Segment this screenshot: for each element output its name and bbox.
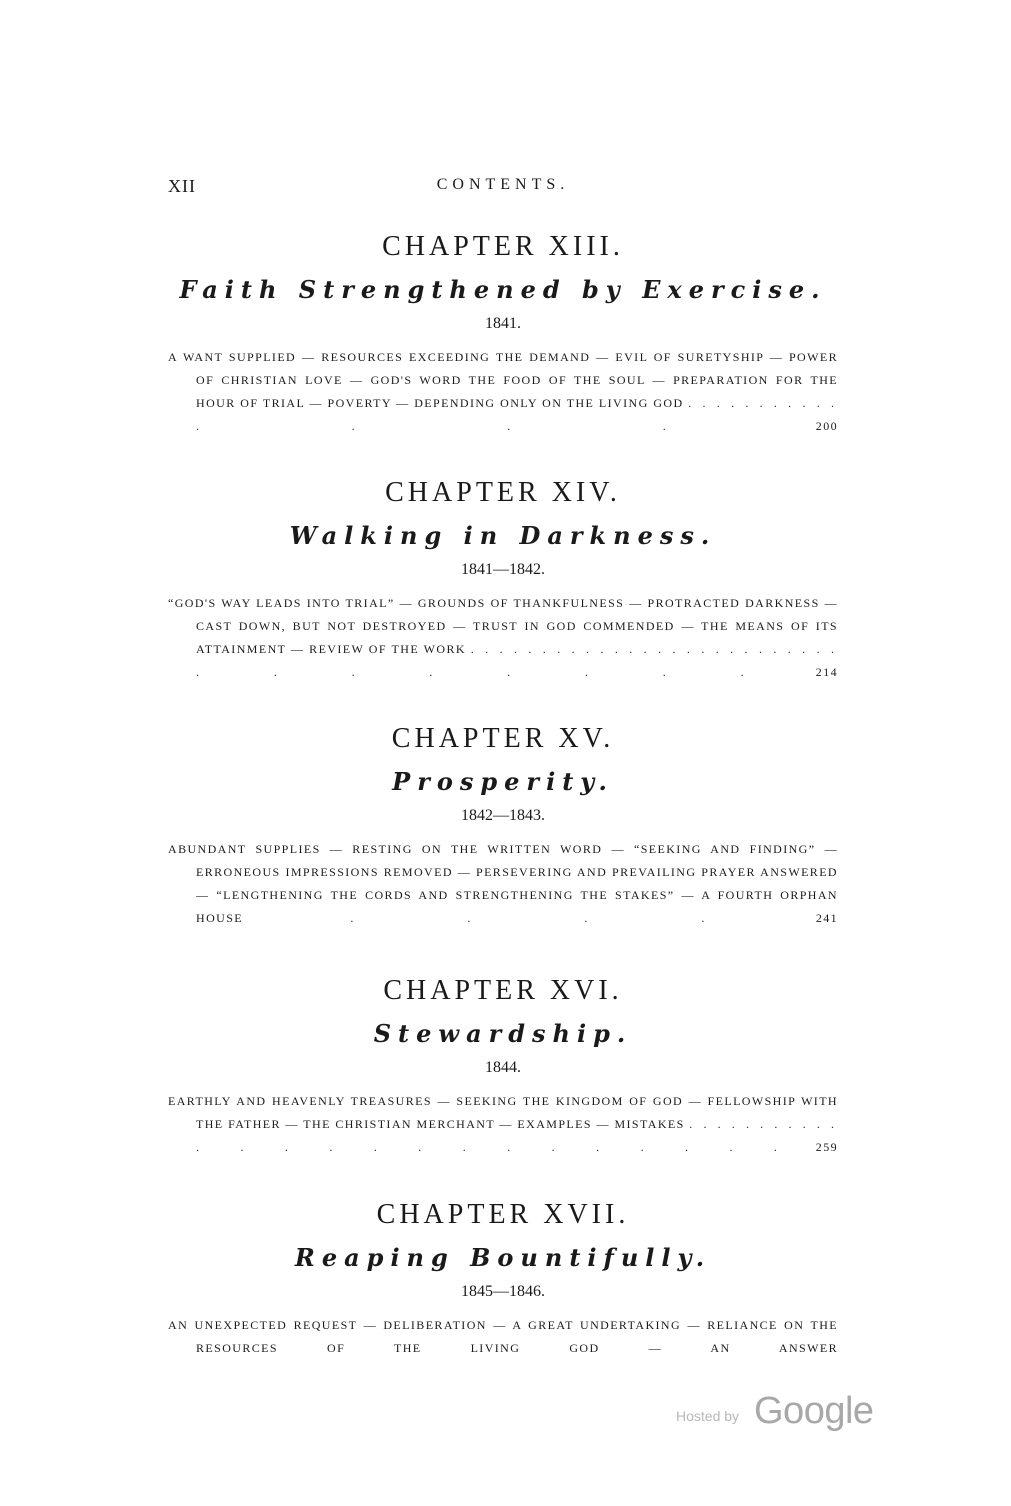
chapter-years: 1841. — [485, 315, 521, 332]
chapter-xv-entry — [168, 722, 838, 930]
hosted-by-text: Hosted by — [676, 1408, 740, 1424]
chapter-subtitle: Prosperity. — [392, 767, 614, 796]
leader-dots: . . . . — [350, 911, 709, 925]
summary-text: ABUNDANT SUPPLIES — RESTING ON THE WRITTEN WORD — “SEEKING AND FINDING” — ERRONEOUS IMPRESSIONS REMOVED — PERSEVERING AND PREVAILING PRAYER ANSWERED — “LENGTHENING THE CORDS AND STRENGTHENING THE STAKES” — A FOURTH ORPHAN HOUSE — [168, 842, 838, 925]
chapter-subtitle: Walking in Darkness. — [289, 521, 717, 550]
chapter-title: CHAPTER XIV. — [385, 477, 621, 508]
summary-text: EARTHLY AND HEAVENLY TREASURES — SEEKING THE KINGDOM OF GOD — FELLOWSHIP WITH THE FATHER — THE CHRISTIAN MERCHANT — EXAMPLES — MISTAKES — [168, 1094, 838, 1131]
chapter-xiii-entry — [168, 230, 838, 438]
chapter-title: CHAPTER XVII. — [376, 1199, 630, 1230]
chapter-title: CHAPTER XIII. — [382, 231, 624, 262]
page-reference: 259 — [815, 1140, 838, 1154]
chapter-years: 1841—1842. — [461, 561, 545, 578]
chapter-subtitle: Faith Strengthened by Exercise. — [179, 275, 827, 304]
page-reference: 241 — [815, 911, 839, 925]
chapter-summary — [168, 592, 838, 684]
running-title: CONTENTS. — [436, 176, 570, 193]
summary-text: A WANT SUPPLIED — RESOURCES EXCEEDING THE DEMAND — EVIL OF SURETYSHIP — POWER OF CHRISTIAN LOVE — GOD'S WORD THE FOOD OF THE SOUL — PREPARATION FOR THE HOUR OF TRIAL — POVERTY — DEPENDING ONLY ON THE LIVING GOD — [168, 350, 838, 410]
chapter-summary — [168, 346, 838, 438]
page-number: XII — [168, 176, 196, 196]
page-reference: 214 — [815, 665, 838, 679]
chapter-subtitle: Stewardship. — [373, 1019, 633, 1048]
summary-text: “GOD'S WAY LEADS INTO TRIAL” — GROUNDS OF THANKFULNESS — PROTRACTED DARKNESS — CAST DOWN, BUT NOT DESTROYED — TRUST IN GOD COMMENDED — THE MEANS OF ITS ATTAINMENT — REVIEW OF THE WORK — [168, 596, 838, 656]
chapter-years: 1842—1843. — [461, 807, 545, 824]
leader-dots: . . . . . . . . . . . . . . . . . . . . . . . . . . . . . . . . . . — [196, 642, 839, 679]
page-reference: 200 — [815, 419, 838, 433]
leader-dots: . . . . . . . . . . . . . . . — [196, 396, 839, 433]
chapter-title: CHAPTER XV. — [391, 723, 615, 754]
chapter-xvii-entry — [168, 1198, 838, 1360]
chapter-years: 1844. — [485, 1059, 521, 1076]
summary-text: AN UNEXPECTED REQUEST — DELIBERATION — A GREAT UNDERTAKING — RELIANCE ON THE RESOURCES OF THE LIVING GOD — AN ANSWER — [168, 1318, 838, 1355]
chapter-xvi-entry — [168, 974, 838, 1159]
page-header — [168, 176, 838, 200]
chapter-summary — [168, 1090, 838, 1159]
chapter-years: 1845—1846. — [461, 1283, 545, 1300]
chapter-subtitle: Reaping Bountifully. — [294, 1243, 712, 1272]
chapter-summary — [168, 838, 838, 930]
google-logo-text: Google — [754, 1390, 874, 1432]
hosted-by-google-watermark — [676, 1390, 886, 1434]
leader-dots: . . . . . . . . . . . . . . . . . . . . . . . . . — [196, 1117, 838, 1154]
chapter-title: CHAPTER XVI. — [383, 975, 623, 1006]
chapter-summary — [168, 1314, 838, 1360]
chapter-xiv-entry — [168, 476, 838, 684]
